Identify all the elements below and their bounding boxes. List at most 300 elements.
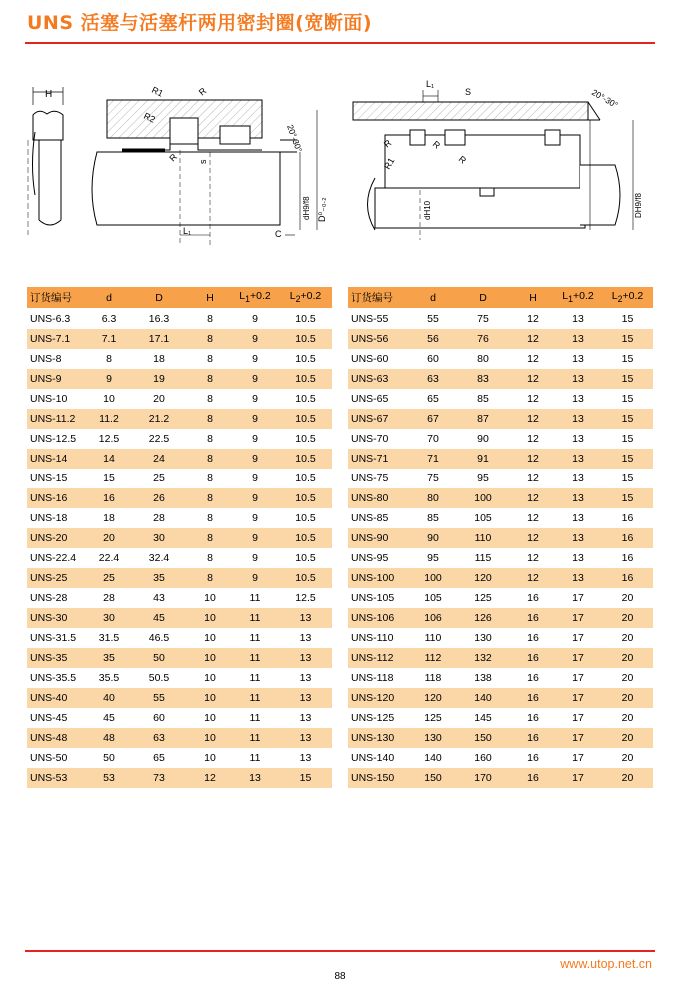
cell-L2: 10.5 [279, 528, 332, 548]
table-row [27, 429, 332, 449]
cell-D: 45 [129, 608, 189, 628]
cell-code: UNS-35 [27, 648, 89, 668]
cell-code: UNS-67 [348, 409, 412, 429]
col-header-H: H [512, 287, 554, 309]
cell-D: 90 [477, 432, 489, 445]
cell-L1: 17 [572, 631, 584, 644]
cell-D: 21.2 [129, 409, 189, 429]
cell-L2: 13 [279, 648, 332, 668]
cell-H: 10 [204, 592, 216, 605]
col-header-H: H [189, 287, 231, 309]
label-L1-piston: L₁ [426, 79, 435, 89]
cell-L1: 13 [572, 512, 584, 525]
cell-code: UNS-22.4 [30, 552, 77, 565]
cell-code: UNS-25 [27, 568, 89, 588]
cell-d: 70 [427, 432, 439, 445]
cell-H: 12 [527, 512, 539, 525]
footer-url: www.utop.net.cn [560, 957, 652, 971]
cell-L1: 13 [554, 488, 602, 508]
cell-L1: 9 [231, 568, 279, 588]
cell-d: 11.2 [89, 409, 129, 429]
spec-table-right [348, 287, 653, 788]
cell-L2: 20 [602, 728, 653, 748]
cell-code: UNS-60 [351, 352, 389, 365]
cell-d: 63 [412, 369, 454, 389]
cell-D: 30 [129, 528, 189, 548]
cell-code: UNS-15 [30, 472, 68, 485]
cell-code: UNS-6.3 [30, 312, 71, 325]
cell-d: 16 [89, 488, 129, 508]
cell-code: UNS-120 [348, 688, 412, 708]
table-row [348, 429, 653, 449]
cell-L2: 15 [602, 449, 653, 469]
table-header-row [348, 287, 653, 309]
cell-code: UNS-10 [30, 392, 68, 405]
cell-d: 12.5 [98, 432, 120, 445]
cell-D: 87 [454, 409, 512, 429]
cell-L1: 9 [252, 472, 258, 485]
label-R-piston-1: R [381, 137, 394, 150]
cell-D: 100 [454, 488, 512, 508]
cell-D: 75 [477, 312, 489, 325]
cell-d: 15 [103, 472, 115, 485]
cell-L2: 15 [279, 768, 332, 788]
cell-d: 35 [89, 648, 129, 668]
cell-H: 12 [527, 432, 539, 445]
cell-L2: 10.5 [279, 449, 332, 469]
table-row [348, 568, 653, 588]
cell-H: 16 [527, 671, 539, 684]
cell-L2: 10.5 [279, 329, 332, 349]
label-R-rod: R [167, 151, 180, 164]
cell-d: 150 [412, 768, 454, 788]
cell-L2: 13 [279, 688, 332, 708]
cell-D: 65 [153, 751, 165, 764]
cell-L1: 17 [554, 728, 602, 748]
col-header-L2: $L_2+0.2$ [602, 287, 653, 309]
cell-d: 85 [427, 512, 439, 525]
table-row [348, 469, 653, 489]
table-row [348, 548, 653, 568]
col-header-code: 订货编号 [27, 287, 89, 309]
label-D-tol: D⁰₋₀.₂ [317, 197, 327, 222]
table-row [27, 768, 332, 788]
cell-d: 67 [412, 409, 454, 429]
cell-D: 170 [454, 768, 512, 788]
cell-H: 16 [527, 711, 539, 724]
cell-L1: 9 [231, 409, 279, 429]
cell-d: 50 [103, 751, 115, 764]
cell-H: 16 [527, 592, 539, 605]
table-row [348, 688, 653, 708]
cell-H: 10 [204, 671, 216, 684]
cell-L1: 11 [249, 751, 261, 764]
cell-H: 16 [512, 688, 554, 708]
cell-L2: 15 [602, 409, 653, 429]
cell-D: 110 [454, 528, 512, 548]
cell-H: 16 [527, 751, 539, 764]
cell-L1: 11 [231, 688, 279, 708]
cell-L1: 17 [554, 688, 602, 708]
cell-L1: 13 [572, 352, 584, 365]
cell-L1: 17 [554, 768, 602, 788]
table-row [348, 648, 653, 668]
cell-D: 24 [129, 449, 189, 469]
cell-L2: 12.5 [295, 592, 316, 605]
cell-L2: 15 [621, 352, 634, 365]
cell-L1: 13 [554, 528, 602, 548]
table-row [348, 588, 653, 608]
cell-H: 16 [527, 631, 539, 644]
cell-L2: 16 [602, 528, 653, 548]
cell-L1: 9 [252, 392, 258, 405]
cell-L1: 17 [572, 751, 584, 764]
cell-d: 106 [412, 608, 454, 628]
cell-d: 100 [412, 568, 454, 588]
cell-D: 80 [477, 352, 489, 365]
cell-code: UNS-11.2 [27, 409, 89, 429]
cell-d: 22.4 [98, 552, 120, 565]
table-row [348, 748, 653, 768]
cell-L1: 13 [554, 369, 602, 389]
cell-H: 12 [527, 352, 539, 365]
table-row [27, 508, 332, 528]
cell-H: 12 [527, 472, 539, 485]
cell-L1: 11 [249, 671, 261, 684]
cell-H: 8 [189, 528, 231, 548]
cell-d: 55 [427, 312, 439, 325]
cell-D: 73 [129, 768, 189, 788]
cell-L1: 11 [249, 592, 261, 605]
cell-code: UNS-105 [351, 592, 395, 605]
cell-D: 150 [454, 728, 512, 748]
cell-code: UNS-14 [27, 449, 89, 469]
cell-code: UNS-130 [348, 728, 412, 748]
table-row [27, 588, 332, 608]
cell-L2: 10.5 [279, 369, 332, 389]
cell-code: UNS-35.5 [30, 671, 77, 684]
cell-d: 48 [89, 728, 129, 748]
table-row [27, 409, 332, 429]
cell-code: UNS-48 [27, 728, 89, 748]
cell-code: UNS-9 [27, 369, 89, 389]
cell-H: 10 [204, 751, 216, 764]
label-L1-rod: L₁ [183, 226, 192, 236]
table-row [27, 469, 332, 489]
cell-D: 28 [153, 512, 165, 525]
label-R2: R2 [142, 110, 157, 125]
cell-H: 8 [189, 409, 231, 429]
col-header-code: 订货编号 [348, 287, 412, 309]
table-row [27, 349, 332, 369]
table-row [348, 409, 653, 429]
cell-code: UNS-12.5 [30, 432, 77, 445]
cell-H: 8 [207, 552, 213, 565]
table-row [348, 528, 653, 548]
table-row [27, 568, 332, 588]
cell-H: 12 [512, 329, 554, 349]
cell-L2: 20 [602, 648, 653, 668]
cell-L1: 9 [231, 488, 279, 508]
cell-d: 10 [103, 392, 115, 405]
piston-groove-drawing [353, 90, 633, 240]
table-header-row [27, 287, 332, 309]
cell-D: 19 [129, 369, 189, 389]
cell-D: 140 [454, 688, 512, 708]
cell-code: UNS-28 [30, 592, 68, 605]
cell-L1: 17 [554, 608, 602, 628]
table-row [27, 329, 332, 349]
cell-d: 112 [412, 648, 454, 668]
label-R1: R1 [150, 84, 165, 99]
cell-L1: 11 [231, 728, 279, 748]
cell-H: 8 [207, 472, 213, 485]
cell-L2: 13 [299, 751, 312, 764]
label-DH9f8: DH9/f8 [634, 193, 643, 218]
table-row [27, 528, 332, 548]
cell-D: 16.3 [148, 312, 170, 325]
label-R-piston-3: R [456, 153, 469, 166]
cell-L2: 20 [621, 631, 634, 644]
cell-L1: 13 [572, 312, 584, 325]
table-row [27, 668, 332, 688]
col-header-D: D [454, 287, 512, 309]
cell-H: 8 [189, 488, 231, 508]
cell-L2: 13 [299, 631, 312, 644]
cell-code: UNS-110 [351, 631, 394, 644]
cell-L1: 17 [554, 648, 602, 668]
cell-D: 43 [153, 592, 165, 605]
cell-D: 105 [474, 512, 492, 525]
cell-D: 63 [129, 728, 189, 748]
table-row [348, 449, 653, 469]
cell-L2: 10.5 [279, 409, 332, 429]
cell-D: 132 [454, 648, 512, 668]
cell-L2: 13 [299, 711, 312, 724]
cell-H: 12 [512, 488, 554, 508]
cell-H: 8 [189, 369, 231, 389]
cell-code: UNS-55 [351, 312, 389, 325]
cell-L1: 9 [252, 432, 258, 445]
cell-d: 60 [427, 352, 439, 365]
cell-D: 115 [474, 552, 492, 565]
table-row [348, 728, 653, 748]
top-rule [25, 42, 655, 44]
cell-d: 8 [106, 352, 112, 365]
cell-L2: 15 [621, 392, 634, 405]
cell-d: 118 [424, 671, 442, 684]
cell-H: 10 [189, 608, 231, 628]
cell-code: UNS-140 [351, 751, 395, 764]
cell-L2: 20 [621, 711, 634, 724]
cell-L2: 13 [279, 728, 332, 748]
label-R-piston-2: R [430, 138, 443, 151]
table-row [348, 668, 653, 688]
cell-d: 90 [412, 528, 454, 548]
cell-d: 130 [412, 728, 454, 748]
cell-L1: 13 [231, 768, 279, 788]
cell-L2: 15 [621, 472, 634, 485]
cell-code: UNS-20 [27, 528, 89, 548]
cell-L1: 13 [572, 472, 584, 485]
cell-D: 26 [129, 488, 189, 508]
cell-L2: 20 [621, 592, 634, 605]
cell-code: UNS-75 [351, 472, 389, 485]
table-row [348, 508, 653, 528]
table-row [348, 389, 653, 409]
cell-H: 8 [189, 329, 231, 349]
table-row [27, 389, 332, 409]
cell-L2: 20 [621, 671, 634, 684]
table-row [27, 648, 332, 668]
rod-groove-drawing [92, 100, 297, 245]
label-s-piston: S [465, 87, 472, 97]
cell-code: UNS-106 [348, 608, 412, 628]
col-header-L1: $L_1+0.2$ [231, 287, 279, 309]
table-row [27, 449, 332, 469]
label-angle-rod: 20°-30° [285, 123, 305, 154]
cell-L1: 13 [572, 552, 584, 565]
cell-d: 7.1 [89, 329, 129, 349]
table-row [348, 608, 653, 628]
cell-code: UNS-7.1 [27, 329, 89, 349]
cell-code: UNS-45 [30, 711, 68, 724]
cell-L2: 10.5 [295, 312, 316, 325]
cell-H: 16 [512, 728, 554, 748]
cell-D: 25 [153, 472, 165, 485]
cell-D: 138 [474, 671, 492, 684]
cell-H: 12 [527, 552, 539, 565]
cell-d: 35.5 [98, 671, 120, 684]
col-header-d: d [89, 287, 129, 309]
cell-D: 18 [153, 352, 165, 365]
cell-code: UNS-63 [348, 369, 412, 389]
cell-L1: 9 [231, 528, 279, 548]
table-row [348, 768, 653, 788]
page-number: 88 [334, 971, 346, 982]
cell-L2: 20 [602, 688, 653, 708]
cell-d: 140 [424, 751, 442, 764]
cell-D: 145 [474, 711, 492, 724]
cell-H: 8 [189, 449, 231, 469]
table-row [27, 548, 332, 568]
table-row [27, 688, 332, 708]
cell-L1: 11 [231, 608, 279, 628]
cell-L2: 15 [602, 488, 653, 508]
table-row [27, 708, 332, 728]
label-C: C [275, 229, 282, 239]
cell-L1: 13 [572, 392, 584, 405]
cell-d: 31.5 [98, 631, 120, 644]
cell-d: 110 [424, 631, 442, 644]
cell-d: 45 [103, 711, 115, 724]
col-header-D: D [129, 287, 189, 309]
table-row [27, 309, 332, 329]
spec-table-left [27, 287, 332, 788]
page-title: UNS 活塞与活塞杆两用密封圈(宽断面) [27, 12, 372, 34]
cell-L1: 11 [249, 711, 261, 724]
cell-H: 12 [512, 449, 554, 469]
cell-d: 6.3 [101, 312, 117, 325]
cell-code: UNS-31.5 [30, 631, 77, 644]
cell-D: 32.4 [148, 552, 170, 565]
cell-L1: 9 [252, 512, 258, 525]
cell-H: 16 [512, 648, 554, 668]
seal-section-drawings [25, 70, 655, 250]
cell-d: 125 [424, 711, 442, 724]
cell-d: 20 [89, 528, 129, 548]
cell-code: UNS-112 [348, 648, 412, 668]
cell-H: 8 [207, 512, 213, 525]
cell-H: 12 [512, 369, 554, 389]
cell-d: 14 [89, 449, 129, 469]
cell-H: 8 [207, 312, 213, 325]
cell-d: 120 [412, 688, 454, 708]
cell-code: UNS-8 [30, 352, 62, 365]
cell-D: 35 [129, 568, 189, 588]
cell-D: 50 [129, 648, 189, 668]
cell-L2: 16 [621, 552, 634, 565]
label-dH10: dH10 [423, 200, 432, 220]
cell-L1: 9 [231, 329, 279, 349]
cell-L1: 13 [554, 568, 602, 588]
cell-d: 28 [103, 592, 115, 605]
table-row [27, 728, 332, 748]
cell-L2: 10.5 [295, 552, 316, 565]
cell-D: 91 [454, 449, 512, 469]
cell-L2: 15 [602, 329, 653, 349]
label-s: s [198, 159, 208, 164]
cell-d: 71 [412, 449, 454, 469]
cell-L2: 15 [621, 312, 634, 325]
cell-H: 16 [512, 768, 554, 788]
cell-L1: 9 [252, 312, 258, 325]
cell-d: 105 [424, 592, 442, 605]
cell-d: 9 [89, 369, 129, 389]
cell-H: 12 [512, 409, 554, 429]
table-row [348, 349, 653, 369]
cell-L2: 10.5 [279, 488, 332, 508]
cell-H: 8 [207, 432, 213, 445]
cell-L2: 20 [602, 768, 653, 788]
cell-code: UNS-150 [348, 768, 412, 788]
cell-D: 20 [153, 392, 165, 405]
table-row [27, 369, 332, 389]
cell-code: UNS-95 [351, 552, 389, 565]
cell-L2: 10.5 [295, 472, 316, 485]
cell-H: 8 [207, 352, 213, 365]
cell-code: UNS-30 [27, 608, 89, 628]
cell-L1: 9 [252, 352, 258, 365]
cell-d: 65 [427, 392, 439, 405]
table-row [27, 608, 332, 628]
cell-L1: 17 [572, 711, 584, 724]
cell-H: 12 [512, 528, 554, 548]
cell-code: UNS-125 [351, 711, 395, 724]
cell-D: 125 [474, 592, 492, 605]
cell-H: 12 [189, 768, 231, 788]
cell-d: 95 [427, 552, 439, 565]
cell-d: 75 [427, 472, 439, 485]
table-row [348, 369, 653, 389]
cell-code: UNS-40 [27, 688, 89, 708]
cell-L1: 13 [572, 432, 584, 445]
cell-L1: 17 [572, 592, 584, 605]
cell-D: 50.5 [148, 671, 170, 684]
bottom-rule [25, 950, 655, 952]
cell-code: UNS-90 [348, 528, 412, 548]
table-row [348, 488, 653, 508]
